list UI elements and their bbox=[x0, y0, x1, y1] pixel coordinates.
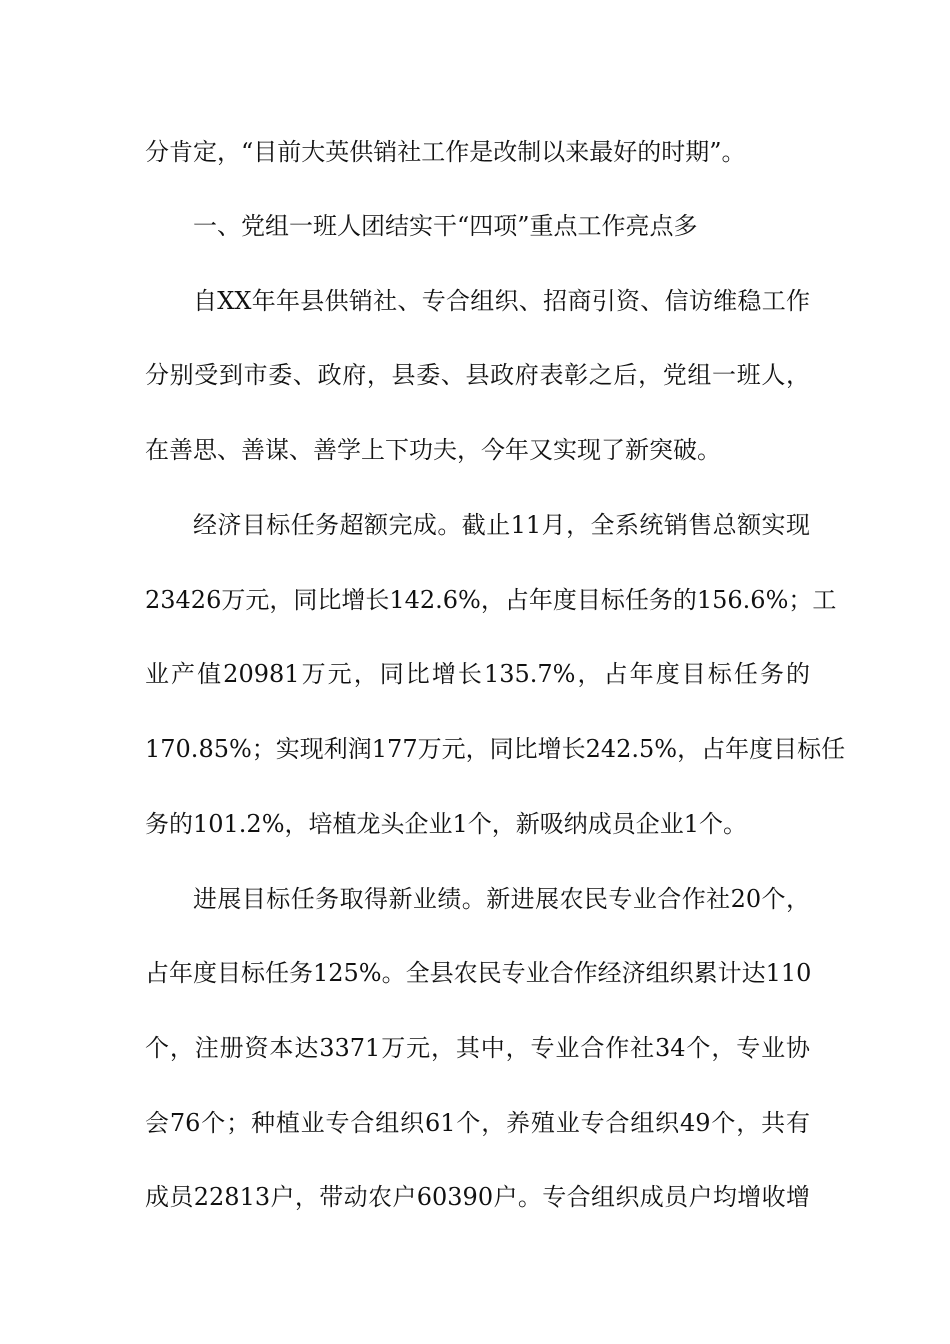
text-line-5: 在善思、善谋、善学上下功夫，今年又实现了新突破。 bbox=[145, 436, 721, 464]
text-line-1: 分肯定，“目前大英供销社工作是改制以来最好的时期”。 bbox=[145, 138, 746, 166]
text-line-4: 分别受到市委、政府，县委、县政府表彰之后，党组一班人， bbox=[145, 361, 810, 389]
text-line-12: 占年度目标任务125%。全县农民专业合作经济组织累计达110 bbox=[145, 959, 812, 987]
text-line-8: 业产值20981万元，同比增长135.7%，占年度目标任务的 bbox=[145, 660, 810, 688]
section-heading: 一、党组一班人团结实干“四项”重点工作亮点多 bbox=[193, 212, 698, 240]
text-line-6: 经济目标任务超额完成。截止11月，全系统销售总额实现 bbox=[193, 511, 810, 539]
text-line-9: 170.85%；实现利润177万元，同比增长242.5%，占年度目标任 bbox=[145, 735, 846, 763]
text-line-15: 成员22813户，带动农户60390户。专合组织成员户均增收增 bbox=[145, 1183, 810, 1211]
text-line-14: 会76个；种植业专合组织61个，养殖业专合组织49个，共有 bbox=[145, 1109, 810, 1137]
text-line-10: 务的101.2%，培植龙头企业1个，新吸纳成员企业1个。 bbox=[145, 810, 748, 838]
text-line-7: 23426万元，同比增长142.6%，占年度目标任务的156.6%；工 bbox=[145, 586, 837, 614]
text-line-13: 个，注册资本达3371万元，其中，专业合作社34个，专业协 bbox=[145, 1034, 810, 1062]
text-line-3: 自XX年年县供销社、专合组织、招商引资、信访维稳工作 bbox=[193, 287, 810, 315]
text-line-11: 进展目标任务取得新业绩。新进展农民专业合作社20个， bbox=[193, 885, 810, 913]
